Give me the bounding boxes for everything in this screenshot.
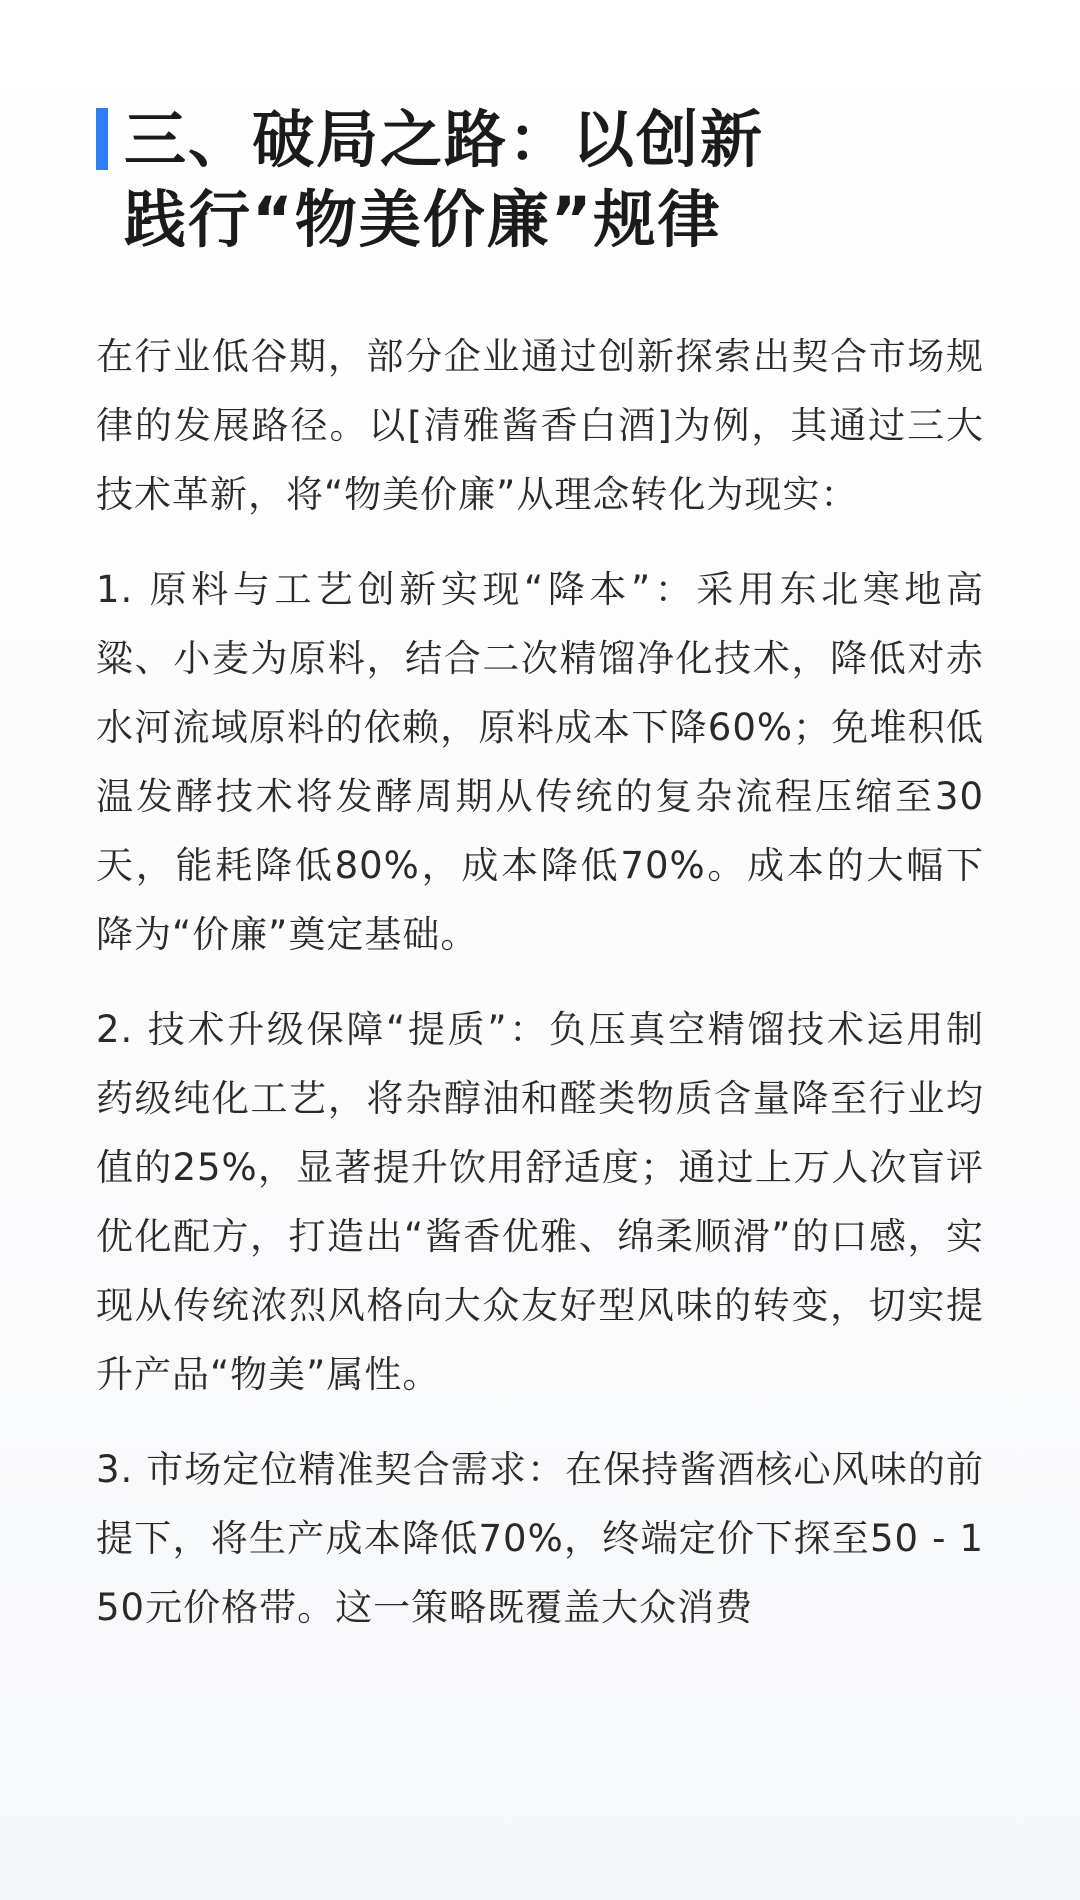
- article-body: [96, 322, 984, 1642]
- intro-paragraph: 在行业低谷期，部分企业通过创新探索出契合市场规律的发展路径。以[清雅酱香白酒]为例，其通过三大技术革新，将“物美价廉”从理念转化为现实：: [96, 335, 984, 516]
- point-3-paragraph: 3. 市场定位精准契合需求：在保持酱酒核心风味的前提下，将生产成本降低70%，终端定价下探至50 - 150元价格带。这一策略既覆盖大众消费: [96, 1448, 984, 1629]
- article-page: [0, 100, 1080, 1900]
- heading-accent-bar: [96, 108, 108, 170]
- point-2-paragraph: 2. 技术升级保障“提质”：负压真空精馏技术运用制药级纯化工艺，将杂醇油和醛类物质含量降至行业均值的25%，显著提升饮用舒适度；通过上万人次盲评优化配方，打造出“酱香优雅、绵柔顺滑”的口感，实现从传统浓烈风格向大众友好型风味的转变，切实提升产品“物美”属性。: [96, 1008, 984, 1396]
- section-heading: [96, 100, 984, 260]
- point-1-paragraph: 1. 原料与工艺创新实现“降本”：采用东北寒地高粱、小麦为原料，结合二次精馏净化技术，降低对赤水河流域原料的依赖，原料成本下降60%；免堆积低温发酵技术将发酵周期从传统的复杂流程压缩至30天，能耗降低80%，成本降低70%。成本的大幅下降为“价廉”奠定基础。: [96, 568, 984, 956]
- heading-line-2: 践行“物美价廉”规律: [124, 183, 722, 256]
- heading-line-1: 三、破局之路：以创新: [124, 103, 765, 176]
